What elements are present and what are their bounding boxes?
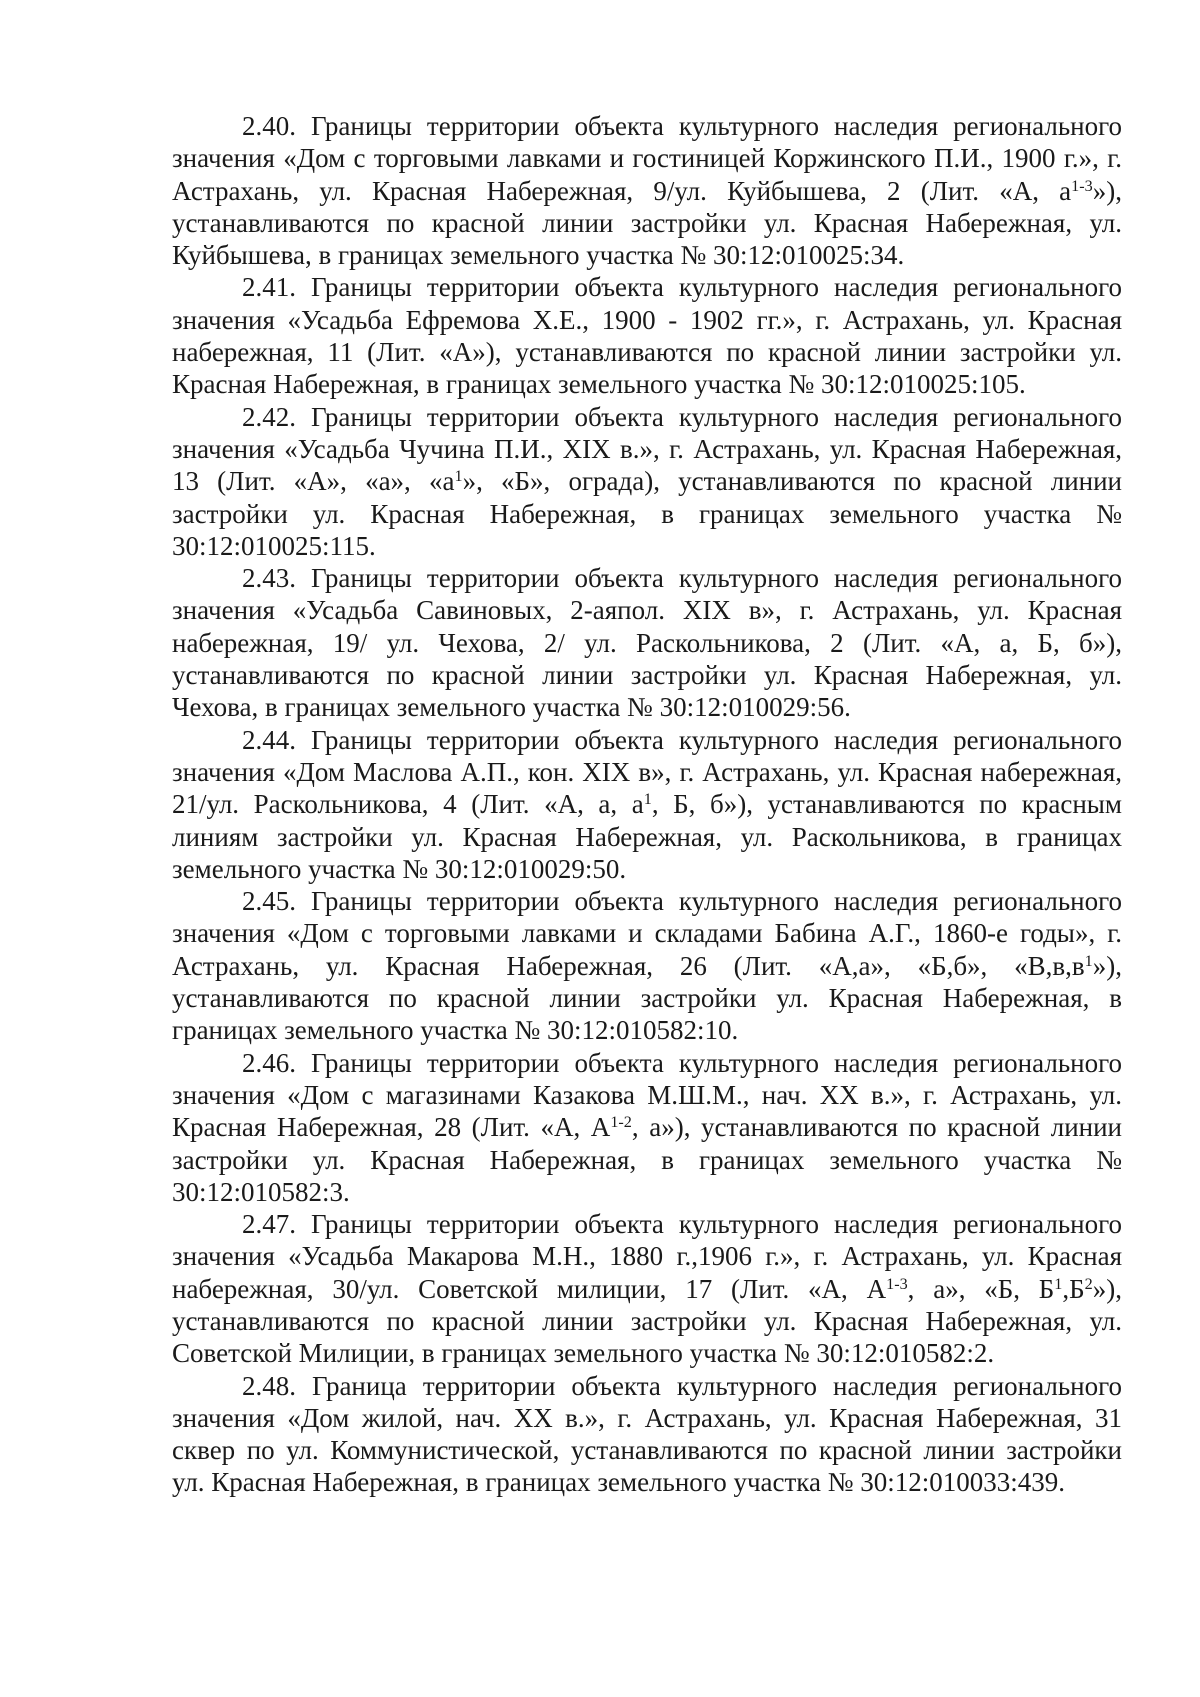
paragraph-text: 2.42. Границы территории объекта культурного наследия регионального значения «Усадьба Чучина П.И., XIX в.», г. Астрахань, ул. Красная Набережная, 13 (Лит. «А», «а», «а — [172, 401, 1122, 497]
paragraph-text: , Б, б»), устанавливаются по красным линиям застройки ул. Красная Набережная, ул. Раскольникова, в границах земельного участка № 30:12:010029:50. — [172, 789, 1122, 884]
superscript: 1 — [1084, 951, 1093, 970]
document-page — [172, 110, 1122, 1499]
paragraph-text: 2.40. Границы территории объекта культурного наследия регионального значения «Дом с торговыми лавками и гостиницей Коржинского П.И., 1900 г.», г. Астрахань, ул. Красная Набережная, 9/ул. Куйбышева, 2 (Лит. «А, а — [172, 111, 1122, 206]
paragraph-2-47 — [172, 1208, 1122, 1369]
paragraph-text: 2.43. Границы территории объекта культурного наследия регионального значения «Усадьба Савиновых, 2-аяпол. XIX в», г. Астрахань, ул. Красная набережная, 19/ ул. Чехова, 2/ ул. Раскольникова, 2 (Лит. «А, а, Б, б»), устанавливаются по красной линии застройки ул. Красная Набережная, ул. Чехова, в границах земельного участка № 30:12:010029:56. — [172, 563, 1122, 723]
paragraph-text: »), устанавливаются по красной линии застройки ул. Красная Набережная, в границах земельного участка № 30:12:010582:10. — [172, 950, 1122, 1046]
paragraph-text: , а», «Б, Б — [907, 1273, 1055, 1304]
superscript: 1 — [643, 790, 652, 809]
paragraph-text: 2.44. Границы территории объекта культурного наследия регионального значения «Дом Маслова А.П., кон. XIX в», г. Астрахань, ул. Красная набережная, 21/ул. Раскольникова, 4 (Лит. «А, а, а — [172, 724, 1122, 820]
superscript: 1-3 — [886, 1274, 908, 1293]
paragraph-text: 2.45. Границы территории объекта культурного наследия регионального значения «Дом с торговыми лавками и складами Бабина А.Г., 1860-е годы», г. Астрахань, ул. Красная Набережная, 26 (Лит. «А,а», «Б,б», «В,в,в — [172, 886, 1122, 981]
paragraph-text: 2.41. Границы территории объекта культурного наследия регионального значения «Усадьба Ефремова Х.Е., 1900 - 1902 гг.», г. Астрахань, ул. Красная набережная, 11 (Лит. «А»), устанавливаются по красной линии застройки ул. Красная Набережная, в границах земельного участка № 30:12:010025:105. — [172, 272, 1122, 400]
paragraph-2-48 — [172, 1370, 1122, 1499]
paragraph-2-44 — [172, 724, 1122, 885]
paragraph-text: 2.46. Границы территории объекта культурного наследия регионального значения «Дом с магазинами Казакова М.Ш.М., нач. XX в.», г. Астрахань, ул. Красная Набережная, 28 (Лит. «А, А — [172, 1047, 1122, 1143]
paragraph-text: », «Б», ограда), устанавливаются по красной линии застройки ул. Красная Набережная, в границах земельного участка № 30:12:010025:115. — [172, 466, 1122, 561]
paragraph-2-46 — [172, 1047, 1122, 1208]
paragraph-text: »), устанавливаются по красной линии застройки ул. Красная Набережная, ул. Советской Милиции, в границах земельного участка № 30:12:010582:2. — [172, 1273, 1122, 1369]
paragraph-2-40 — [172, 110, 1122, 271]
paragraph-text: , а»), устанавливаются по красной линии застройки ул. Красная Набережная, в границах земельного участка № 30:12:010582:3. — [172, 1112, 1123, 1207]
paragraph-text: »), устанавливаются по красной линии застройки ул. Красная Набережная, ул. Куйбышева, в границах земельного участка № 30:12:010025:34. — [172, 175, 1122, 271]
paragraph-text: 2.47. Границы территории объекта культурного наследия регионального значения «Усадьба Макарова М.Н., 1880 г.,1906 г.», г. Астрахань, ул. Красная набережная, 30/ул. Советской милиции, 17 (Лит. «А, А — [172, 1209, 1122, 1304]
paragraph-text: 2.48. Граница территории объекта культурного наследия регионального значения «Дом жилой, нач. XX в.», г. Астрахань, ул. Красная Набережная, 31 сквер по ул. Коммунистической, устанавливаются по красной линии застройки ул. Красная Набережная, в границах земельного участка № 30:12:010033:439. — [172, 1370, 1122, 1498]
superscript: 1-2 — [610, 1113, 632, 1132]
paragraph-2-45 — [172, 885, 1122, 1046]
superscript: 1-3 — [1071, 176, 1093, 195]
paragraph-text: ,Б — [1062, 1273, 1085, 1304]
paragraph-2-42 — [172, 401, 1122, 562]
superscript: 1 — [454, 467, 463, 486]
paragraph-2-43 — [172, 562, 1122, 723]
paragraph-2-41 — [172, 271, 1122, 400]
superscript: 2 — [1084, 1274, 1093, 1293]
superscript: 1 — [1054, 1274, 1063, 1293]
